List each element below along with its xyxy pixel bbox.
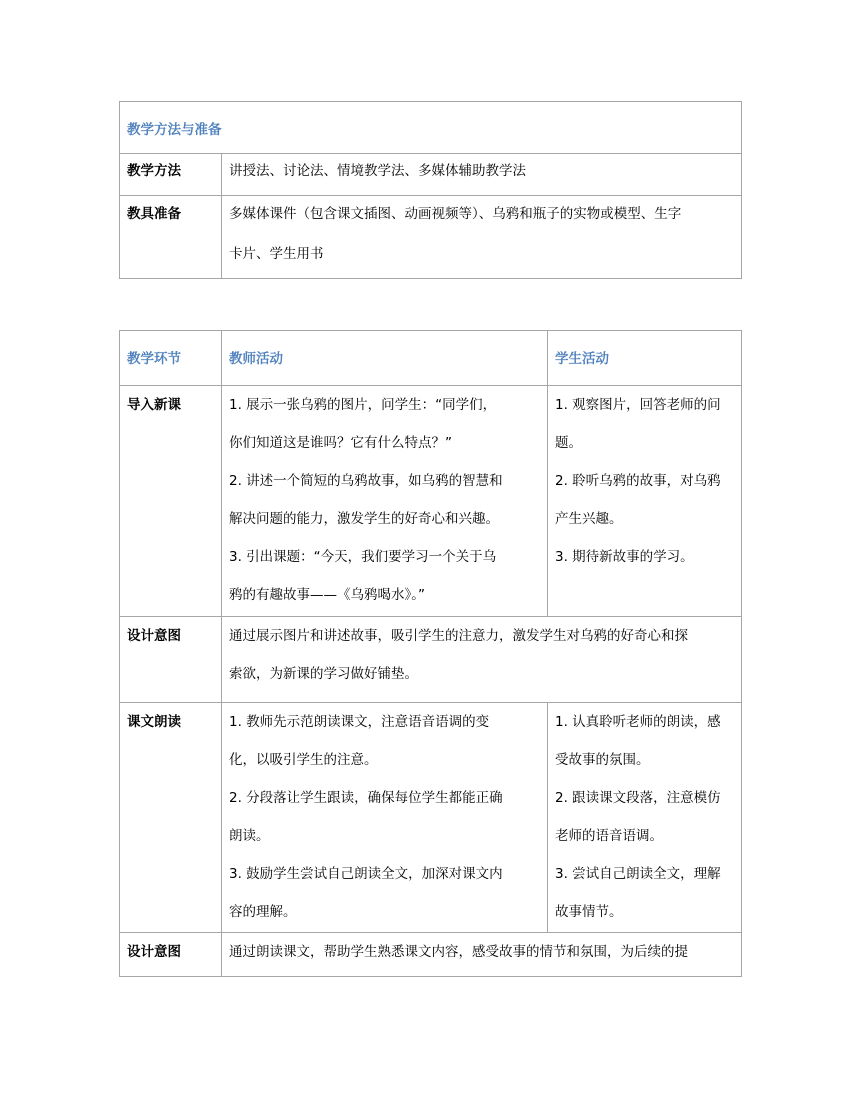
text-line: 容的理解。: [229, 904, 297, 920]
table1-title-row: [120, 102, 742, 154]
table2-header-row: [120, 331, 742, 386]
text-line: 3. 尝试自己朗读全文，理解: [555, 866, 721, 882]
stage-label: 设计意图: [120, 933, 222, 977]
text-line: 老师的语音语调。: [555, 828, 663, 844]
tools-value: [222, 196, 742, 279]
table1-tools-row: [120, 196, 742, 279]
table-row: [120, 933, 742, 977]
table-row: [120, 617, 742, 703]
stage-label: 课文朗读: [120, 703, 222, 933]
text-line: 通过朗读课文，帮助学生熟悉课文内容，感受故事的情节和氛围，为后续的提: [229, 944, 688, 960]
text-line: 解决问题的能力，激发学生的好奇心和兴趣。: [229, 511, 499, 527]
student-activity: [548, 386, 742, 617]
text-line: 1. 认真聆听老师的朗读，感: [555, 714, 721, 730]
text-line: 产生兴趣。: [555, 511, 623, 527]
stage-label: 设计意图: [120, 617, 222, 703]
table1-methods-row: [120, 154, 742, 196]
text-line: 索欲，为新课的学习做好铺垫。: [229, 666, 418, 682]
student-activity: [548, 703, 742, 933]
text-line: 1. 教师先示范朗读课文，注意语音语调的变: [229, 714, 490, 730]
header-teacher: 教师活动: [222, 331, 548, 386]
teacher-activity: [222, 386, 548, 617]
text-line: 1. 展示一张乌鸦的图片，问学生：“同学们，: [229, 397, 497, 413]
text-line: 受故事的氛围。: [555, 752, 650, 768]
tools-label: 教具准备: [120, 196, 222, 279]
text-line: 卡片、学生用书: [229, 246, 324, 262]
text-line: 1. 观察图片，回答老师的问: [555, 397, 721, 413]
stage-label: 导入新课: [120, 386, 222, 617]
header-stage: 教学环节: [120, 331, 222, 386]
teaching-process-table: [119, 330, 742, 977]
design-intent: [222, 933, 742, 977]
text-line: 通过展示图片和讲述故事，吸引学生的注意力，激发学生对乌鸦的好奇心和探: [229, 628, 688, 644]
table-row: [120, 386, 742, 617]
text-line: 化，以吸引学生的注意。: [229, 752, 378, 768]
text-line: 2. 跟读课文段落，注意模仿: [555, 790, 721, 806]
text-line: 3. 引出课题：“今天，我们要学习一个关于乌: [229, 549, 497, 565]
table-row: [120, 703, 742, 933]
teacher-activity: [222, 703, 548, 933]
header-student: 学生活动: [548, 331, 742, 386]
text-line: 3. 期待新故事的学习。: [555, 549, 694, 565]
text-line: 3. 鼓励学生尝试自己朗读全文，加深对课文内: [229, 866, 503, 882]
table1-title: 教学方法与准备: [120, 102, 742, 154]
methods-label: 教学方法: [120, 154, 222, 196]
text-line: 朗读。: [229, 828, 270, 844]
text-line: 多媒体课件（包含课文插图、动画视频等）、乌鸦和瓶子的实物或模型、生字: [229, 206, 682, 222]
methods-value: 讲授法、讨论法、情境教学法、多媒体辅助教学法: [222, 154, 742, 196]
text-line: 鸦的有趣故事——《乌鸦喝水》。”: [229, 587, 425, 603]
text-line: 2. 讲述一个简短的乌鸦故事，如乌鸦的智慧和: [229, 473, 503, 489]
teaching-methods-table: [119, 101, 742, 279]
text-line: 你们知道这是谁吗？它有什么特点？”: [229, 435, 452, 451]
design-intent: [222, 617, 742, 703]
text-line: 2. 分段落让学生跟读，确保每位学生都能正确: [229, 790, 503, 806]
text-line: 故事情节。: [555, 904, 623, 920]
text-line: 2. 聆听乌鸦的故事，对乌鸦: [555, 473, 721, 489]
text-line: 题。: [555, 435, 582, 451]
